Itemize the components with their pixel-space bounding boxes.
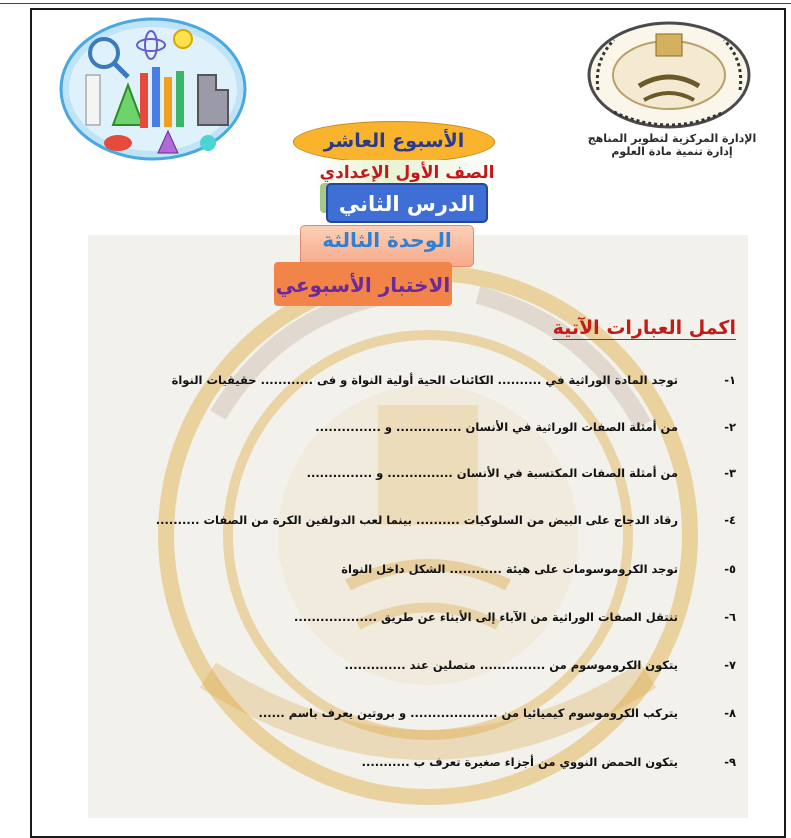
question-number: ٢- [724,420,736,434]
grade-banner: الصف الأول الإعدادي [312,160,502,188]
question-item [315,420,736,434]
question-text: توجد المادة الوراثية في .......... الكائنات الحية أولية النواة و فى ............ حقيقيات النواة [171,373,678,387]
question-item [307,466,736,480]
unit-banner: الوحدة الثالثة [300,225,474,267]
question-item [362,755,736,769]
question-number: ٧- [724,658,736,672]
lesson-banner: الدرس الثاني [326,183,488,223]
question-text: رقاد الدجاج على البيض من السلوكيات .......... بينما لعب الدولفين الكرة من الصفات .......... [155,513,678,527]
section-heading: اكمل العبارات الآتية [552,317,736,339]
weekly-test-banner: الاختبار الأسبوعي [274,262,452,306]
top-rule [0,3,791,4]
science-lab-logo [58,15,248,163]
question-text: تنتقل الصفات الوراثية من الآباء إلى الأبناء عن طريق ................... [293,610,678,624]
question-number: ٦- [724,610,736,624]
question-text: يتكون الكروموسوم من ............... متصلين عند .............. [344,658,678,672]
question-number: ٨- [724,706,736,720]
question-item [344,658,736,672]
question-text: توجد الكروموسومات على هيئة ............ الشكل داخل النواة [341,562,678,576]
question-item [259,706,737,720]
question-item [172,373,736,387]
department-line-science: إدارة تنمية مادة العلوم [611,145,733,158]
department-name [572,132,772,158]
department-line-central: الإدارة المركزية لتطوير المناهج [587,132,757,145]
question-text: من أمثلة الصفات الوراثية في الأنسان ............... و ............... [315,420,678,434]
week-banner: الأسبوع العاشر [293,121,495,163]
question-item [341,562,736,576]
question-number: ٩- [724,755,736,769]
question-number: ١- [724,373,736,387]
ministry-of-education-logo [584,20,754,130]
question-item [156,513,736,527]
question-number: ٥- [724,562,736,576]
question-number: ٤- [724,513,736,527]
question-text: يتكون الحمض النووي من أجزاء صغيرة تعرف ب ........... [361,755,678,769]
ministry-watermark-seal [148,255,708,815]
question-item [294,610,736,624]
question-text: من أمثلة الصفات المكتسبة في الأنسان ............... و ............... [306,466,678,480]
question-text: يتركب الكروموسوم كيميائيا من .................... و بروتين يعرف باسم ...... [258,706,678,720]
question-number: ٣- [724,466,736,480]
